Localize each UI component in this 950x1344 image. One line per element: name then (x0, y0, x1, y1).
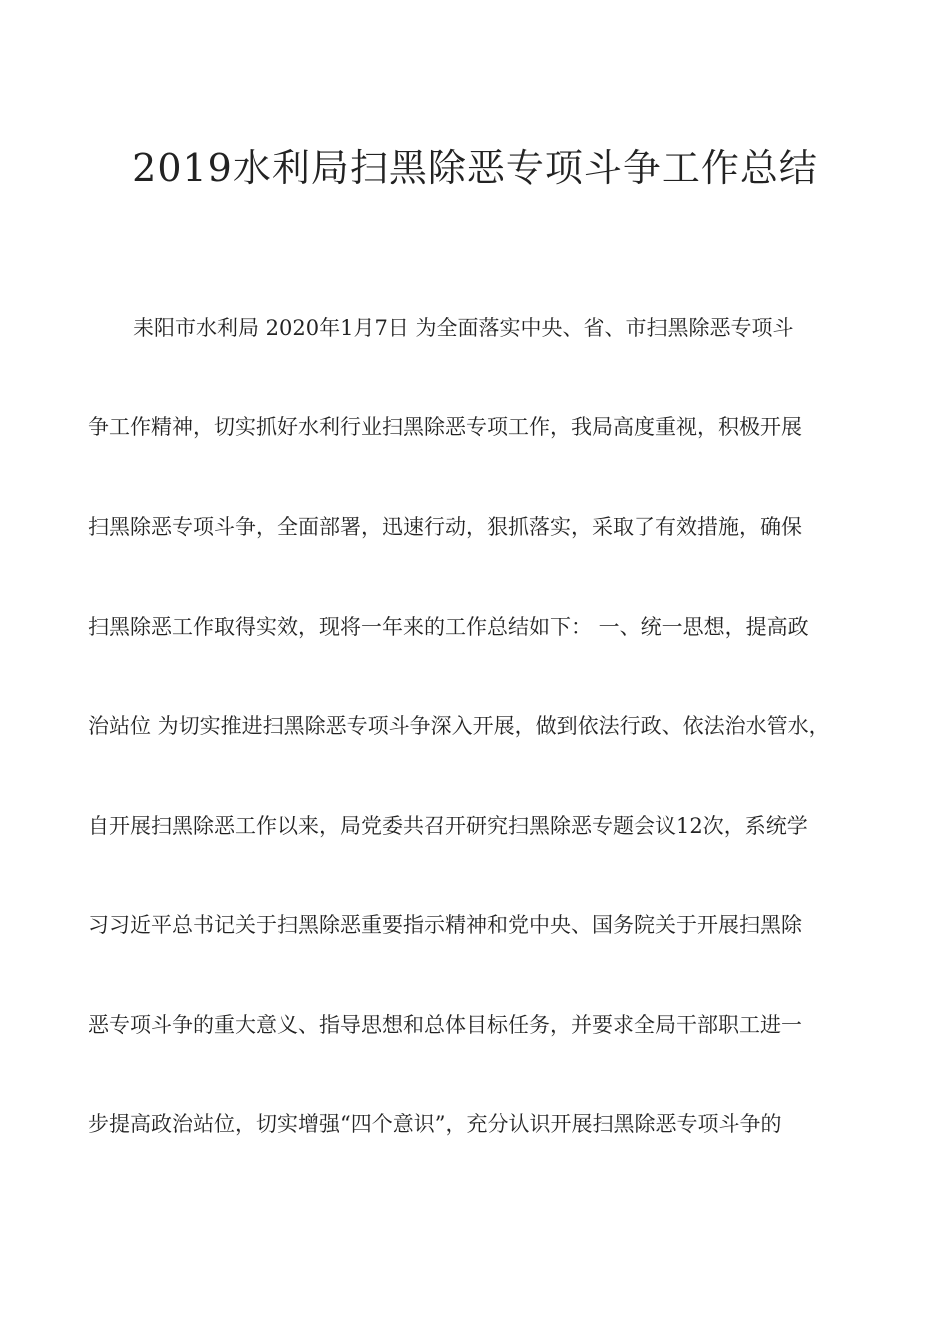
body-line: 争工作精神，切实抓好水利行业扫黑除恶专项工作，我局高度重视，积极开展 (88, 415, 802, 439)
body-line: 耒阳市水利局 2020年1月7日 为全面落实中央、省、市扫黑除恶专项斗 (133, 316, 794, 340)
document-title: 2019水利局扫黑除恶专项斗争工作总结 (132, 146, 818, 190)
body-line: 治站位 为切实推进扫黑除恶专项斗争深入开展，做到依法行政、依法治水管水， (88, 714, 830, 738)
body-line: 恶专项斗争的重大意义、指导思想和总体目标任务，并要求全局干部职工进一 (88, 1013, 802, 1037)
body-line: 步提高政治站位，切实增强“四个意识”，充分认识开展扫黑除恶专项斗争的 (88, 1112, 782, 1136)
body-line: 扫黑除恶工作取得实效，现将一年来的工作总结如下： 一、统一思想，提高政 (88, 615, 809, 639)
body-line: 自开展扫黑除恶工作以来，局党委共召开研究扫黑除恶专题会议12次，系统学 (88, 814, 808, 838)
body-line: 扫黑除恶专项斗争，全面部署，迅速行动，狠抓落实，采取了有效措施，确保 (88, 515, 802, 539)
body-line: 习习近平总书记关于扫黑除恶重要指示精神和党中央、国务院关于开展扫黑除 (88, 913, 802, 937)
